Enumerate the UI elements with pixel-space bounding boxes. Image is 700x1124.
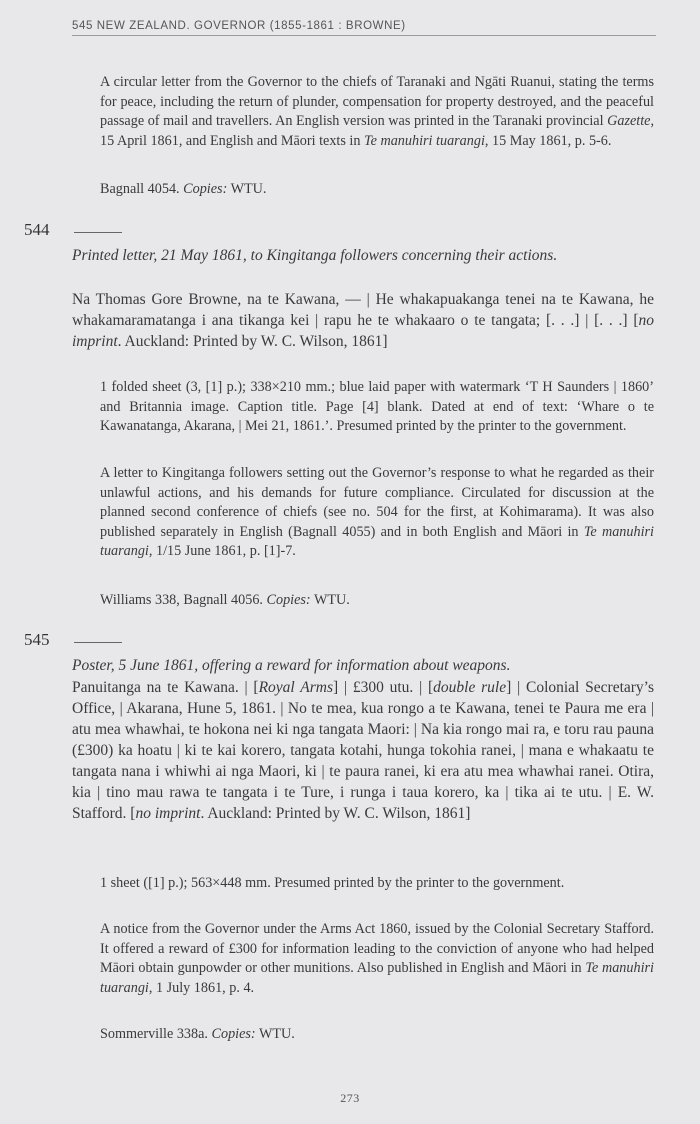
entry-545-physical-description: 1 sheet ([1] p.); 563×448 mm. Presumed printed by the printer to the government.	[100, 875, 565, 891]
entry-544-title: Printed letter, 21 May 1861, to Kingitanga followers concerning their actions.	[72, 247, 558, 264]
entry-545-refs: Sommerville 338a. Copies: WTU.	[100, 1026, 295, 1042]
entry-544-notes: A letter to Kingitanga followers setting out the Governor’s response to what he regarded as their unlawful actions, and his demands for future compliance. Circulated for discussion at the planned second conference of chiefs (see no. 504 for the first, at Kohimarama). It was also published separately in English (Bagnall 4055) and in both English and Māori in Te manuhiri tuarangi, 1/15 June 1861, p. [1]-7.	[100, 465, 654, 559]
prev-entry-notes: A circular letter from the Governor to the chiefs of Taranaki and Ngāti Ruanui, stating the terms for peace, including the return of plunder, compensation for property destroyed, and the peaceful passage of mail and travellers. An English version was printed in the Taranaki provincial Gazette, 15 April 1861, and English and Māori texts in Te manuhiri tuarangi, 15 May 1861, p. 5-6.	[100, 74, 654, 149]
entry-544-physical-description: 1 folded sheet (3, [1] p.); 338×210 mm.; blue laid paper with watermark ‘T H Saunders | 1860’ and Britannia image. Caption title. Page [4] blank. Dated at end of text: ‘Whare o te Kawanatanga, Akarana, | Mei 21, 1861.’. Presumed printed by the printer to the government.	[100, 379, 654, 434]
entry-544-transcription: Na Thomas Gore Browne, na te Kawana, — | He whakapuakanga tenei na te Kawana, he whakamaramatanga i ana tikanga kei | rapu he te whakaaro o te tangata; [. . .] | [. . .] [no imprint. Auckland: Printed by W. C. Wilson, 1861]	[72, 291, 654, 350]
page-number: 273	[340, 1091, 360, 1105]
entry-545-transcription: Panuitanga na te Kawana. | [Royal Arms] | £300 utu. | [double rule] | Colonial Secretary’s Office, | Akarana, Hune 5, 1861. | No te mea, kua rongo a te Kawana, tenei te Paura me era | atu mea whawhai, te hokona nei ki nga tangata Maori: | Na kia rongo mai ra, e toru rau pauna (£300) ka hoatu | ki te kai korero, tangata kotahi, hunga tokohia ranei, | mana e whakaatu te tangata nana i whiwhi ai nga Maori, ki | te paura ranei, ki era atu mea whawhai ranei. Otira, kia | tino mau rawa te tangata i te Ture, i runga i taua korero, ka | tika ai te utu. | E. W. Stafford. [no imprint. Auckland: Printed by W. C. Wilson, 1861]	[72, 679, 655, 822]
prev-entry-refs: Bagnall 4054. Copies: WTU.	[100, 181, 267, 197]
entry-rule	[74, 642, 122, 643]
entry-number-544: 544	[24, 220, 50, 239]
entry-544-refs: Williams 338, Bagnall 4056. Copies: WTU.	[100, 592, 350, 608]
entry-545-title: Poster, 5 June 1861, offering a reward for information about weapons.	[72, 657, 511, 674]
entry-545-notes: A notice from the Governor under the Arms Act 1860, issued by the Colonial Secretary Stafford. It offered a reward of £300 for information leading to the conviction of anyone who had helped Māori obtain gunpowder or other munitions. Also published in English and Māori in Te manuhiri tuarangi, 1 July 1861, p. 4.	[100, 921, 654, 996]
entry-rule	[74, 232, 122, 233]
running-head: 545 NEW ZEALAND. GOVERNOR (1855-1861 : BROWNE)	[72, 20, 656, 36]
entry-number-545: 545	[24, 630, 50, 649]
